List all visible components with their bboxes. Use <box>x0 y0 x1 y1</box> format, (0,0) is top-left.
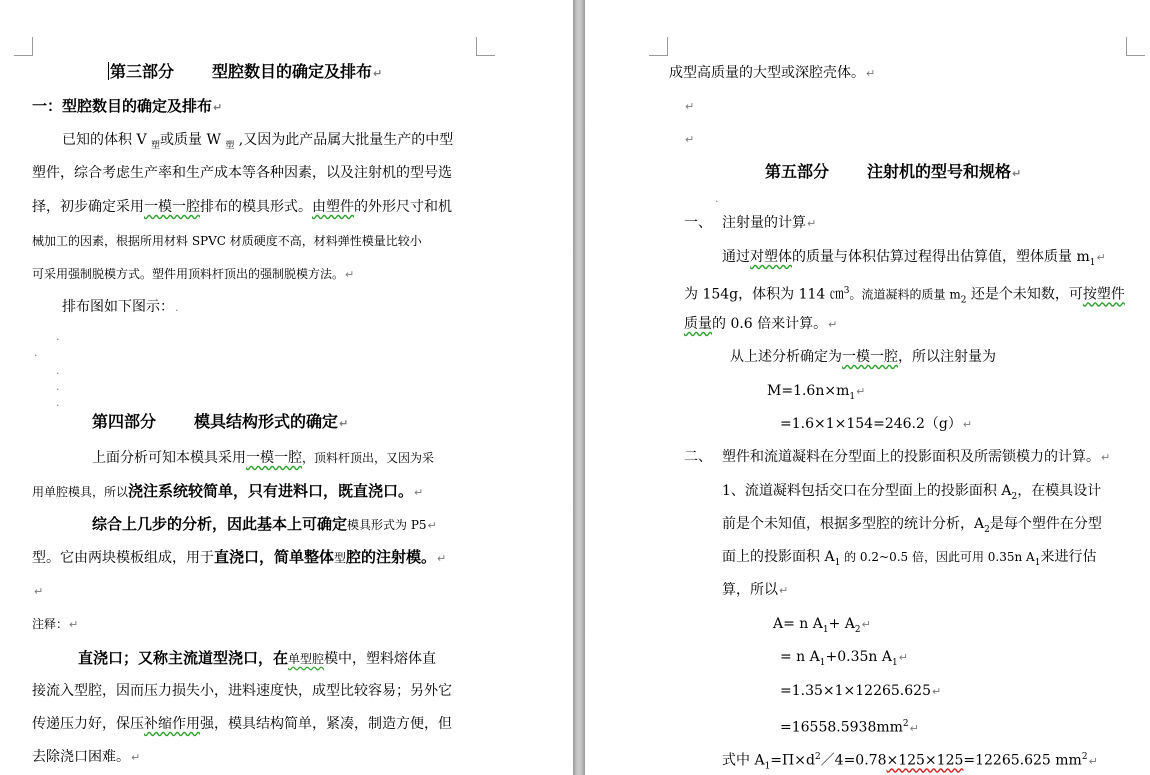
section-four-title[interactable]: 第四部分 模具结构形式的确定↵ <box>92 412 349 431</box>
paragraph-line[interactable]: 通过对塑体的质量与体积估算过程得出估算值，塑体质量 $m_1↵$ <box>722 249 1106 268</box>
document-page-right[interactable] <box>585 0 1150 775</box>
subsection-heading[interactable]: 一：型腔数目的确定及排布↵ <box>32 97 223 115</box>
empty-paragraph-mark: . <box>56 396 60 409</box>
empty-paragraph-mark: ↵ <box>685 133 695 146</box>
crop-mark-top-right <box>1126 37 1145 56</box>
paragraph-line[interactable]: 型。它由两块模板组成，用于直浇口，简单整体型腔的注射模。↵ <box>32 548 447 566</box>
formula-line[interactable]: $=16558.5938mm^2↵$ <box>780 719 919 736</box>
empty-paragraph-mark: . <box>56 380 60 393</box>
paragraph-line[interactable]: 械加工的因素，根据所用材料 SPVC 材质硬度不高，材料弹性模量比较小 <box>32 234 422 248</box>
paragraph-line[interactable]: 综合上几步的分析，因此基本上可确定模具形式为 P5↵ <box>92 515 437 533</box>
empty-paragraph-mark: . <box>34 346 38 359</box>
formula-line[interactable]: =1.6×1×154=246.2（g）↵ <box>780 416 973 432</box>
section-five-title[interactable]: 第五部分 注射机的型号和规格↵ <box>765 162 1022 181</box>
paragraph-line[interactable]: 择，初步确定采用一模一腔排布的模具形式。由塑件的外形尺寸和机 <box>32 199 452 215</box>
empty-paragraph-mark: . <box>56 364 60 377</box>
paragraph-line[interactable]: 前是个未知值，根据多型腔的统计分析，$A_2$是每个塑件在分型 <box>722 516 1102 535</box>
formula-line[interactable]: =1.35×1×12265.625↵ <box>780 683 942 699</box>
document-page-left[interactable] <box>0 0 573 775</box>
page-gutter <box>573 0 585 775</box>
crop-mark-top-right <box>476 37 495 56</box>
list-item-heading[interactable]: 一、 注射量的计算↵ <box>684 215 817 231</box>
empty-paragraph-mark: ↵ <box>685 100 695 113</box>
crop-mark-top-left <box>649 37 668 56</box>
note-label[interactable]: 注释：↵ <box>32 617 79 631</box>
paragraph-line[interactable]: 可采用强制脱模方式。塑件用顶料杆顶出的强制脱模方法。↵ <box>32 267 355 281</box>
paragraph-line[interactable]: 算，所以↵ <box>722 582 789 598</box>
paragraph-line[interactable]: 去除浇口困难。↵ <box>32 749 141 765</box>
list-item-heading[interactable]: 二、 塑件和流道凝料在分型面上的投影面积及所需锁模力的计算。↵ <box>684 449 1111 465</box>
paragraph-line[interactable]: 接流入型腔，因而压力损失小，进料速度快，成型比较容易；另外它 <box>32 683 452 699</box>
paragraph-line[interactable]: 上面分析可知本模具采用一模一腔，顶料杆顶出，又因为采 <box>92 450 435 466</box>
empty-paragraph-mark: ↵ <box>34 585 44 598</box>
formula-line[interactable]: A= n $A_1+$ $A_2↵$ <box>773 616 871 635</box>
paragraph-line[interactable]: 已知的体积 V $_塑$或质量 W $_塑$ ,又因为此产品属大批量生产的中型 <box>62 132 454 151</box>
paragraph-line[interactable]: 用单腔模具，所以浇注系统较简单，只有进料口，既直浇口。↵ <box>32 482 424 500</box>
text-cursor <box>108 62 109 80</box>
paragraph-line[interactable]: 成型高质量的大型或深腔壳体。↵ <box>669 65 876 81</box>
paragraph-line[interactable]: 为 154g，体积为 114 ㎝$^3$。流道凝料的质量 $m_2$ 还是个未知数，可按塑件 <box>684 286 1125 306</box>
layout-caption[interactable]: 排布图如下图示：. <box>62 299 179 315</box>
formula-line[interactable]: 式中 $A_1=П\times d^2/4=0.78\times 125\times 125=12265.625$ $mm^2↵$ <box>722 752 1098 772</box>
paragraph-line[interactable]: 从上述分析确定为一模一腔，所以注射量为 <box>730 349 996 365</box>
formula-line[interactable]: $M=1.6n\times m_1↵$ <box>767 383 866 402</box>
empty-paragraph-mark: . <box>56 330 60 343</box>
paragraph-line[interactable]: 传递压力好，保压补缩作用强，模具结构简单，紧凑，制造方便，但 <box>32 716 452 732</box>
paragraph-line[interactable]: 质量的 0.6 倍来计算。↵ <box>684 316 838 332</box>
formula-line[interactable]: = n $A_1+0.35n$ $A_1↵$ <box>780 649 908 668</box>
crop-mark-top-left <box>14 37 33 56</box>
paragraph-line[interactable]: 直浇口；又称主流道型浇口，在单型腔模中，塑料熔体直 <box>78 649 437 667</box>
paragraph-line[interactable]: 塑件，综合考虑生产率和生产成本等各种因素，以及注射机的型号选 <box>32 165 452 181</box>
paragraph-line[interactable]: 1、流道凝料包括交口在分型面上的投影面积 $A_2$，在模具设计 <box>722 483 1102 502</box>
empty-paragraph-mark: . <box>715 192 719 205</box>
section-three-title[interactable]: 第三部分 型腔数目的确定及排布↵ <box>110 62 383 81</box>
paragraph-line[interactable]: 面上的投影面积 $A_1$ 的 0.2~0.5 倍，因此可用 0.35n $A_1$来进行估 <box>722 549 1097 568</box>
